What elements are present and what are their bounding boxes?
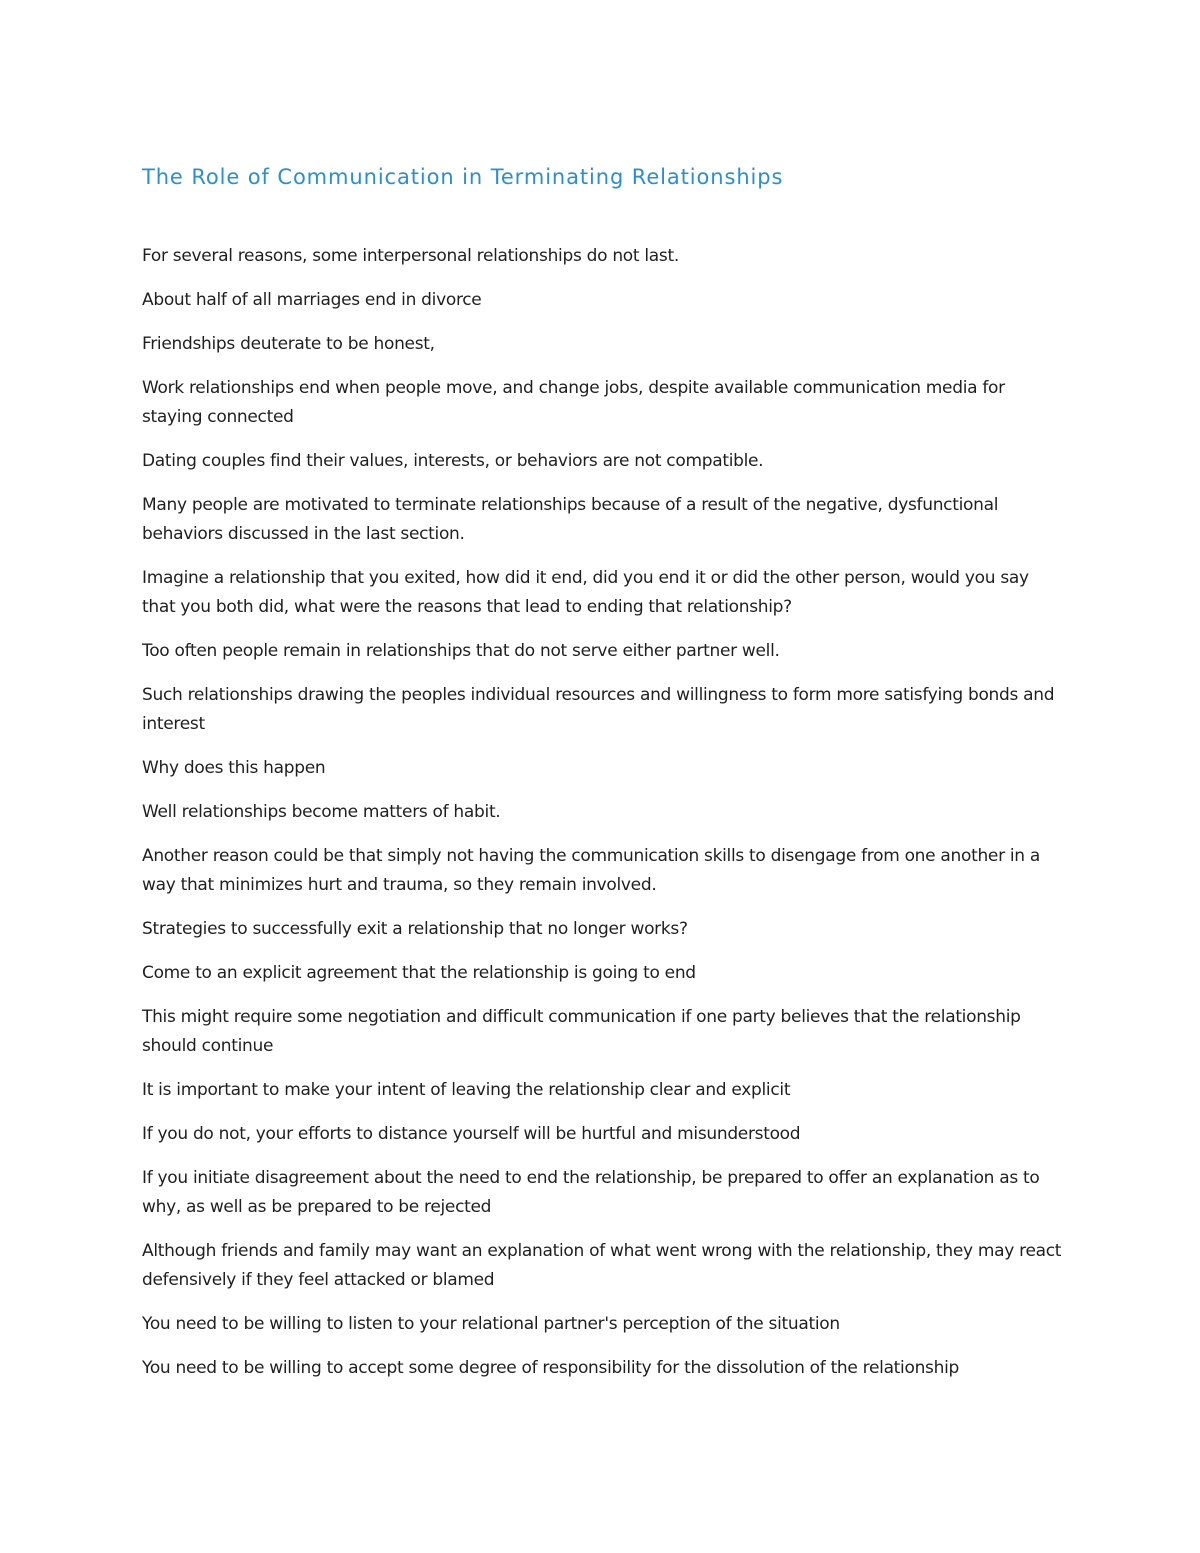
paragraph: Why does this happen xyxy=(142,758,326,778)
paragraph: It is important to make your intent of leaving the relationship clear and explicit xyxy=(142,1080,791,1100)
paragraph: Such relationships drawing the peoples individual resources and willingness to form more satisfying bonds and interest xyxy=(142,685,1055,734)
paragraph: Friendships deuterate to be honest, xyxy=(142,334,435,354)
paragraph: Although friends and family may want an explanation of what went wrong with the relationship, they may react defensively if they feel attacked or blamed xyxy=(142,1241,1062,1290)
paragraph: Strategies to successfully exit a relationship that no longer works? xyxy=(142,919,688,939)
paragraph: If you initiate disagreement about the need to end the relationship, be prepared to offer an explanation as to why, as well as be prepared to be rejected xyxy=(142,1168,1040,1217)
paragraph: For several reasons, some interpersonal relationships do not last. xyxy=(142,246,679,266)
paragraph: If you do not, your efforts to distance yourself will be hurtful and misunderstood xyxy=(142,1124,801,1144)
paragraph: You need to be willing to accept some degree of responsibility for the dissolution of the relationship xyxy=(142,1358,959,1378)
paragraph: Too often people remain in relationships that do not serve either partner well. xyxy=(142,641,780,661)
document-title: The Role of Communication in Terminating Relationships xyxy=(142,165,784,189)
paragraph: Come to an explicit agreement that the relationship is going to end xyxy=(142,963,696,983)
paragraph: Imagine a relationship that you exited, how did it end, did you end it or did the other person, would you say that you both did, what were the reasons that lead to ending that relationship? xyxy=(142,568,1029,617)
paragraph: Work relationships end when people move, and change jobs, despite available communication media for staying connected xyxy=(142,378,1005,427)
paragraph: Dating couples find their values, interests, or behaviors are not compatible. xyxy=(142,451,764,471)
paragraph: You need to be willing to listen to your relational partner's perception of the situation xyxy=(142,1314,840,1334)
document-body xyxy=(142,160,1062,1398)
paragraph: This might require some negotiation and difficult communication if one party believes that the relationship should continue xyxy=(142,1007,1021,1056)
paragraph: Well relationships become matters of habit. xyxy=(142,802,501,822)
paragraph: About half of all marriages end in divorce xyxy=(142,290,482,310)
paragraph: Another reason could be that simply not having the communication skills to disengage from one another in a way that minimizes hurt and trauma, so they remain involved. xyxy=(142,846,1041,895)
paragraph: Many people are motivated to terminate relationships because of a result of the negative, dysfunctional behaviors discussed in the last section. xyxy=(142,495,999,544)
